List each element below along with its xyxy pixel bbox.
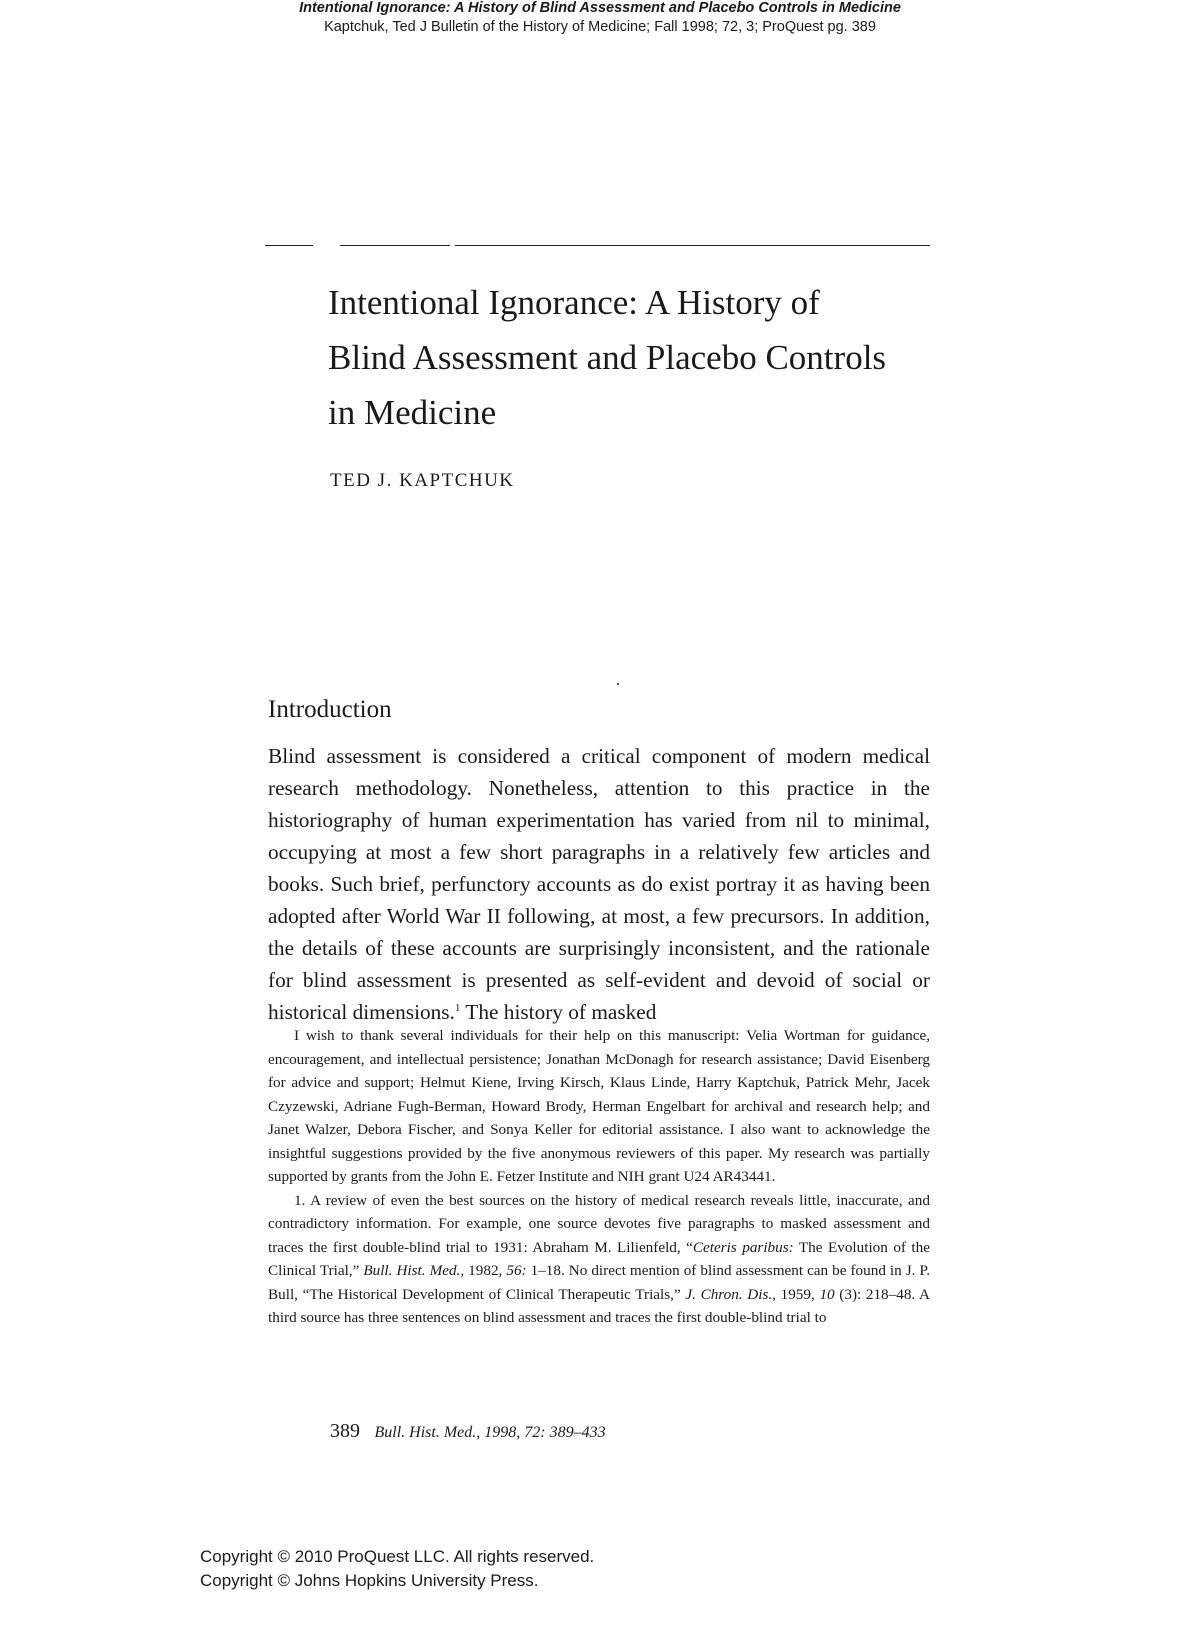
title-rule-segment bbox=[340, 245, 450, 246]
title-rule bbox=[455, 245, 930, 246]
body-text-tail: The history of masked bbox=[460, 1000, 657, 1024]
title-rule-segment bbox=[265, 245, 313, 246]
copyright-publisher: Copyright © Johns Hopkins University Press. bbox=[200, 1571, 539, 1590]
footnotes bbox=[268, 1024, 930, 1330]
body-text: Blind assessment is considered a critical component of modern medical research methodology. Nonetheless, attention to this practice in the historiography of human experimentation has varied from nil to minimal, occupying at most a few short paragraphs in a relatively few articles and books. Such brief, perfunctory accounts as do exist portray it as having been adopted after World War II following, at most, a few precursors. In addition, the details of these accounts are surprisingly inconsistent, and the rationale for blind assessment is presented as self-evident and devoid of social or historical dimensions. bbox=[268, 744, 930, 1024]
footnote-1: 1. A review of even the best sources on the history of medical research reveals little, inaccurate, and contradictory information. For example, one source devotes five paragraphs to masked assessment and traces the first double-blind trial to 1931: Abraham M. Lilienfeld, “Ceteris paribus: The Evolution of the Clinical Trial,” Bull. Hist. Med., 1982, 56: 1–18. No direct mention of blind assessment can be found in J. P. Bull, “The Historical Development of Clinical Therapeutic Trials,” J. Chron. Dis., 1959, 10 (3): 218–48. A third source has three sentences on blind assessment and traces the first double-blind trial to bbox=[268, 1191, 931, 1326]
article-title-line: in Medicine bbox=[328, 393, 497, 432]
article-title-line: Blind Assessment and Placebo Controls bbox=[328, 338, 887, 377]
footnote-marker: 1 bbox=[454, 1001, 461, 1014]
author-name: TED J. KAPTCHUK bbox=[330, 470, 515, 491]
article-title-line: Intentional Ignorance: A History of bbox=[328, 283, 820, 322]
running-header-citation: Kaptchuk, Ted J Bulletin of the History of Medicine; Fall 1998; 72, 3; ProQuest pg. 389 bbox=[324, 19, 876, 35]
running-header-title: Intentional Ignorance: A History of Blind Assessment and Placebo Controls in Medicine bbox=[299, 0, 901, 16]
stray-dot bbox=[617, 683, 619, 685]
journal-citation: Bull. Hist. Med., 1998, 72: 389–433 bbox=[374, 1424, 606, 1441]
body-paragraph bbox=[268, 740, 930, 1028]
section-heading: Introduction bbox=[268, 696, 392, 723]
acknowledgment-note: I wish to thank several individuals for their help on this manuscript: Velia Wortman for guidance, encouragement, and intellectual persistence; Jonathan McDonagh for research assistance; David Eisenberg for advice and support; Helmut Kiene, Irving Kirsch, Klaus Linde, Harry Kaptchuk, Patrick Mehr, Jacek Czyzewski, Adriane Fugh-Berman, Howard Brody, Herman Engelbart for archival and research help; and Janet Walzer, Debora Fischer, and Sonya Keller for editorial assistance. I also want to acknowledge the insightful suggestions provided by the five anonymous reviewers of this paper. My research was partially supported by grants from the John E. Fetzer Institute and NIH grant U24 AR43441. bbox=[268, 1027, 930, 1185]
copyright-proquest: Copyright © 2010 ProQuest LLC. All rights reserved. bbox=[200, 1547, 595, 1566]
page-folio bbox=[330, 1420, 606, 1443]
article-title bbox=[328, 275, 928, 440]
page-number: 389 bbox=[330, 1420, 360, 1442]
